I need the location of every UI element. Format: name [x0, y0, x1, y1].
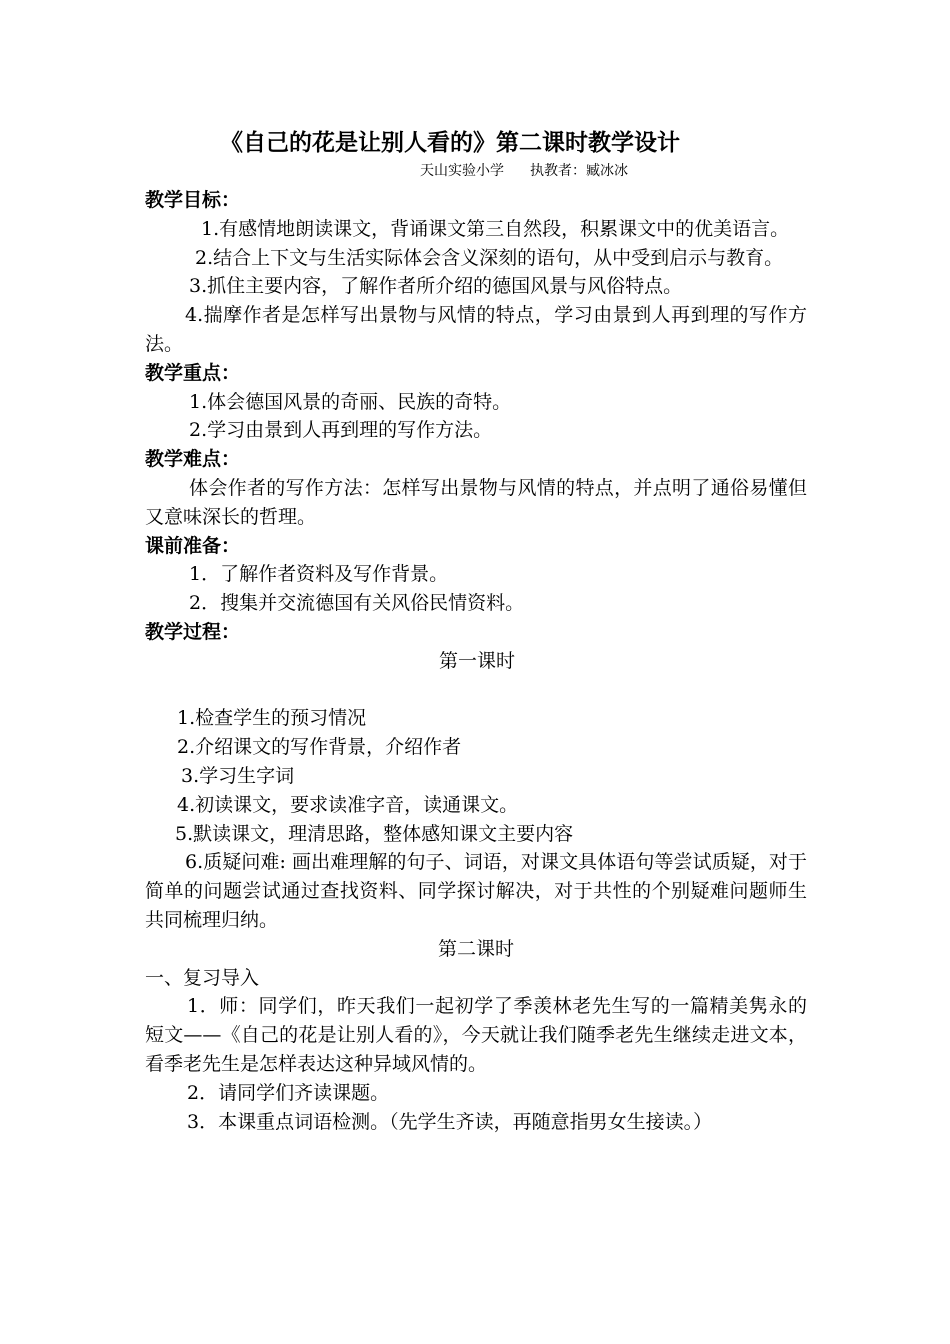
difficulty-heading: 教学难点： — [145, 448, 241, 471]
review-item: 1．师：同学们，昨天我们一起初学了季羡林老先生写的一篇精美隽永的短文——《自己的花是让别人看的》，今天就让我们随季老先生继续走进文本，看季老先生是怎样表达这种异域风情的。 — [145, 995, 807, 1075]
lesson1-item: 2.介绍课文的写作背景，介绍作者 — [177, 736, 462, 759]
lesson1-item: 5.默读课文，理清思路，整体感知课文主要内容 — [175, 822, 574, 845]
author-line — [420, 160, 654, 180]
prep-item: 1．了解作者资料及写作背景。 — [189, 563, 449, 586]
process-heading: 教学过程： — [145, 620, 241, 643]
lesson1-item: 3.学习生字词 — [181, 764, 295, 787]
lesson1-item: 4.初读课文，要求读准字音，读通课文。 — [177, 793, 519, 816]
lesson2-title: 第二课时 — [437, 937, 514, 960]
goal-item: 3.抓住主要内容，了解作者所介绍的德国风景与风俗特点。 — [189, 275, 683, 298]
goals-heading: 教学目标： — [145, 189, 241, 211]
review-item: 3．本课重点词语检测。（先学生齐读，再随意指男女生接读。） — [187, 1110, 713, 1133]
goal-item: 4.揣摩作者是怎样写出景物与风情的特点，学习由景到人再到理的写作方法。 — [145, 304, 807, 355]
document-title: 《自己的花是让别人看的》第二课时教学设计 — [220, 130, 680, 156]
prep-heading: 课前准备： — [145, 534, 241, 557]
school-name: 天山实验小学 — [420, 163, 504, 179]
teacher-name: 执教者：臧冰冰 — [530, 163, 628, 179]
review-heading: 一、复习导入 — [145, 966, 260, 989]
document-body — [145, 186, 807, 1136]
difficulty-text: 体会作者的写作方法：怎样写出景物与风情的特点，并点明了通俗易懂但又意味深长的哲理。 — [145, 476, 807, 528]
key-item: 1.体会德国风景的奇丽、民族的奇特。 — [189, 390, 512, 413]
lesson1-item: 1.检查学生的预习情况 — [177, 707, 367, 730]
key-heading: 教学重点： — [145, 361, 241, 384]
spacer — [145, 676, 807, 705]
key-item: 2.学习由景到人再到理的写作方法。 — [189, 419, 493, 442]
prep-item: 2．搜集并交流德国有关风俗民情资料。 — [189, 592, 525, 615]
goal-item: 2.结合上下文与生活实际体会含义深刻的语句，从中受到启示与教育。 — [195, 246, 784, 269]
review-item: 2．请同学们齐读课题。 — [187, 1081, 390, 1104]
goal-item: 1.有感情地朗读课文，背诵课文第三自然段，积累课文中的优美语言。 — [201, 217, 790, 240]
lesson1-item: 6.质疑问难: 画出难理解的句子、词语，对课文具体语句等尝试质疑，对于简单的问题尝试通过查找资料、同学探讨解决，对于共性的个别疑难问题师生共同梳理归纳。 — [145, 851, 807, 931]
lesson1-title: 第一课时 — [438, 649, 515, 672]
